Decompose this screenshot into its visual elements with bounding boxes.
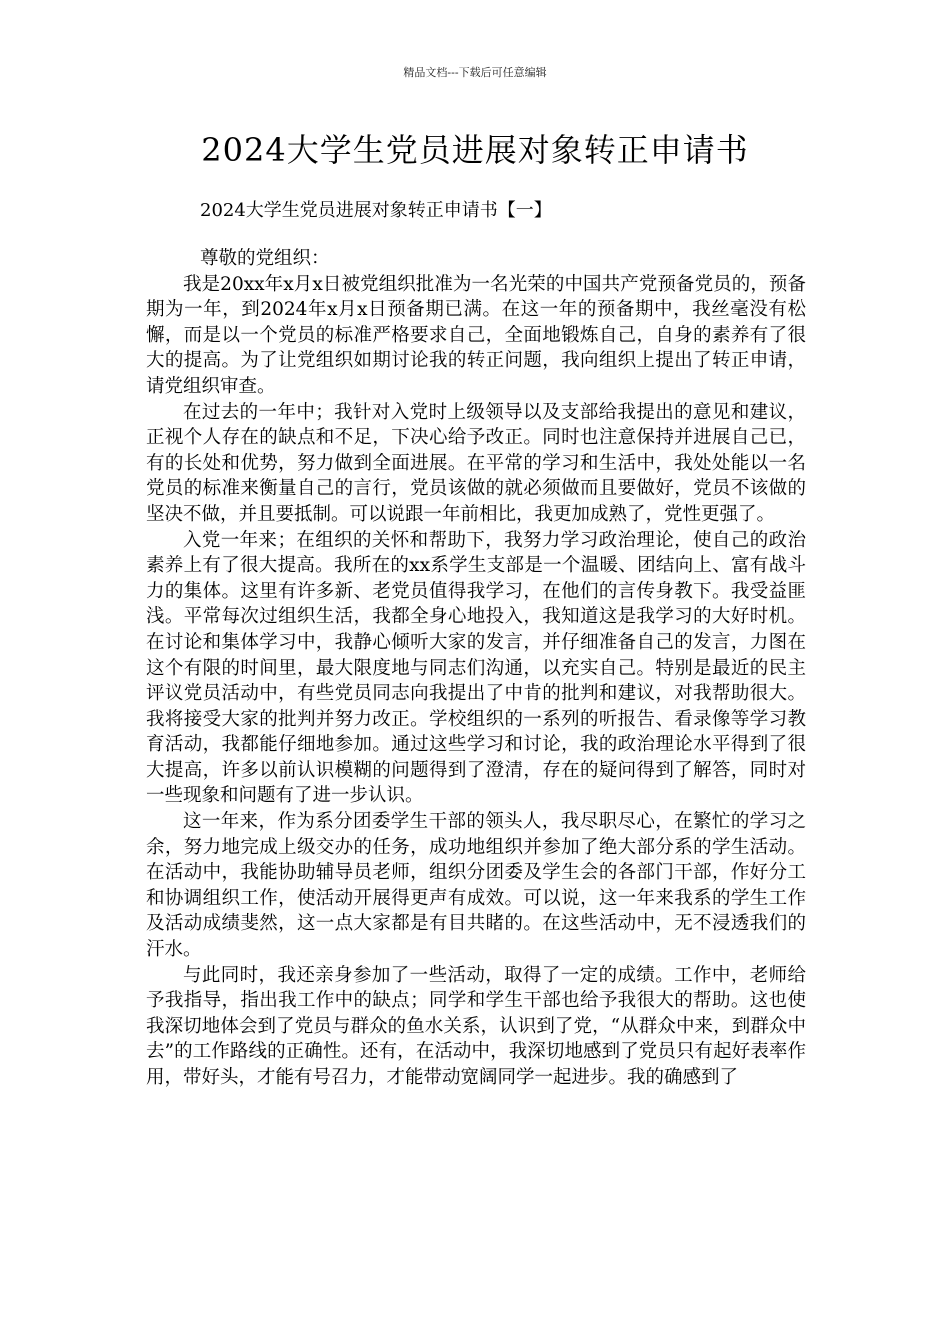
letter-body — [146, 246, 806, 1091]
salutation: 尊敬的党组织： — [200, 248, 330, 269]
section-title: 2024大学生党员进展对象转正申请书【一】 — [200, 200, 552, 221]
paragraph-1: 我是20xx年x月x日被党组织批准为一名光荣的中国共产党预备党员的，预备期为一年，到2024年x月x日预备期已满。在这一年的预备期中，我丝毫没有松懈，而是以一个党员的标准严格要求自己，全面地锻炼自己，自身的素养有了很大的提高。为了让党组织如期讨论我的转正问题，我向组织上提出了转正申请，请党组织审查。 — [146, 273, 806, 397]
paragraph-4: 这一年来，作为系分团委学生干部的领头人，我尽职尽心，在繁忙的学习之余，努力地完成上级交办的任务，成功地组织并参加了绝大部分系的学生活动。在活动中，我能协助辅导员老师，组织分团委及学生会的各部门干部，作好分工和协调组织工作，使活动开展得更声有成效。可以说，这一年来我系的学生工作及活动成绩斐然，这一点大家都是有目共睹的。在这些活动中，无不浸透我们的汗水。 — [146, 811, 806, 961]
paragraph-5: 与此同时，我还亲身参加了一些活动，取得了一定的成绩。工作中，老师给予我指导，指出我工作中的缺点；同学和学生干部也给予我很大的帮助。这也使我深切地体会到了党员与群众的鱼水关系，认识到了党，“从群众中来，到群众中去”的工作路线的正确性。还有，在活动中，我深切地感到了党员只有起好表率作用，带好头，才能有号召力，才能带动宽阔同学一起进步。我的确感到了 — [146, 964, 806, 1088]
paragraph-3: 入党一年来；在组织的关怀和帮助下，我努力学习政治理论，使自己的政治素养上有了很大提高。我所在的xx系学生支部是一个温暖、团结向上、富有战斗力的集体。这里有许多新、老党员值得我学习，在他们的言传身教下。我受益匪浅。平常每次过组织生活，我都全身心地投入，我知道这是我学习的大好时机。在讨论和集体学习中，我静心倾听大家的发言，并仔细准备自己的发言，力图在这个有限的时间里，最大限度地与同志们沟通，以充实自己。特别是最近的民主评议党员活动中，有些党员同志向我提出了中肯的批判和建议，对我帮助很大。我将接受大家的批判并努力改正。学校组织的一系列的听报告、看录像等学习教育活动，我都能仔细地参加。通过这些学习和讨论，我的政治理论水平得到了很大提高，许多以前认识模糊的问题得到了澄清，存在的疑问得到了解答，同时对一些现象和问题有了进一步认识。 — [146, 529, 806, 807]
paragraph-2: 在过去的一年中；我针对入党时上级领导以及支部给我提出的意见和建议，正视个人存在的缺点和不足，下决心给予改正。同时也注意保持并进展自己已，有的长处和优势，努力做到全面进展。在平常的学习和生活中，我处处能以一名党员的标准来衡量自己的言行，党员该做的就必须做而且要做好，党员不该做的坚决不做，并且要抵制。可以说跟一年前相比，我更加成熟了，党性更强了。 — [146, 401, 806, 525]
header-note: 精品文档---下载后可任意编辑 — [403, 66, 547, 79]
document-title: 2024大学生党员进展对象转正申请书 — [201, 131, 749, 169]
